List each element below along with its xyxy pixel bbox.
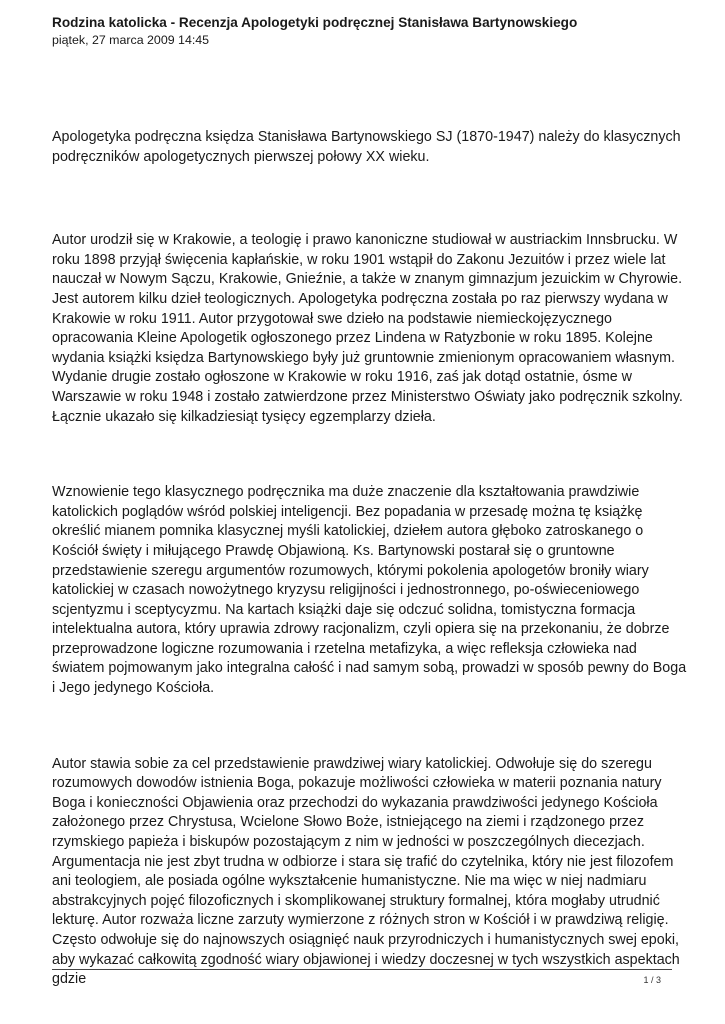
paragraph-intro: Apologetyka podręczna księdza Stanisława Bartynowskiego SJ (1870-1947) należy do klasycznych podręczników apologetycznych pierwszej połowy XX wieku.	[52, 129, 681, 165]
paragraph-argumentation: Autor stawia sobie za cel przedstawienie prawdziwej wiary katolickiej. Odwołuje się do szeregu rozumowych dowodów istnienia Boga, pokazuje możliwości człowieka w materii poznania natury Boga i konieczności Objawienia oraz przechodzi do wykazania prawdziwości jedynego Kościoła założonego przez Chrystusa, Wcielone Słowo Boże, istniejącego na ziemi i rządzonego przez rzymskiego papieża i biskupów pozostającym z nim w jedności w poszczególnych diecezjach. Argumentacja nie jest zbyt trudna w odbiorze i stara się trafić do czytelnika, który nie jest filozofem ani teologiem, ale posiada ogólne wykształcenie humanistyczne. Nie ma więc w niej nadmiaru abstrakcyjnych pojęć filozoficznych i skomplikowanej struktury formalnej, która mogłaby utrudnić lekturę. Autor rozważa liczne zarzuty wymierzone z różnych stron w Kościół i w prawdziwą religię. Często odwołuje się do najnowszych osiągnięć nauk przyrodniczych i humanistycznych swej epoki, aby wykazać całkowitą zgodność wiary objawionej i wiedzy doczesnej w tych wszystkich aspektach gdzie	[52, 755, 680, 988]
paragraph-author-biography: Autor urodził się w Krakowie, a teologię i prawo kanoniczne studiował w austriackim Innsbrucku. W roku 1898 przyjął święcenia kapłańskie, w roku 1901 wstąpił do Zakonu Jezuitów i przez wiele lat nauczał w Nowym Sączu, Krakowie, Gnieźnie, a także w znanym gimnazjum jezuickim w Chyrowie. Jest autorem kilku dzieł teologicznych. Apologetyka podręczna została po raz pierwszy wydana w Krakowie w roku 1911. Autor przygotował swe dzieło na podstawie niemieckojęzycznego opracowania Kleine Apologetik ogłoszonego przez Lindena w Ratyzbonie w roku 1895. Kolejne wydania książki księdza Bartynowskiego były już gruntownie zmienionym opracowaniem własnym. Wydanie drugie zostało ogłoszone w Krakowie w roku 1916, zaś jak dotąd ostatnie, ósme w Warszawie w roku 1948 i zostało zatwierdzone przez Ministerstwo Oświaty jako podręcznik szkolny. Łącznie ukazało się kilkadziesiąt tysięcy egzemplarzy dzieła.	[52, 232, 683, 425]
document-title: Rodzina katolicka - Recenzja Apologetyki podręcznej Stanisława Bartynowskiego	[52, 15, 578, 30]
page-number: 1 / 3	[643, 975, 661, 985]
document-header	[52, 14, 692, 48]
document-date: piątek, 27 marca 2009 14:45	[52, 33, 210, 47]
footer-divider	[52, 969, 672, 970]
paragraph-significance: Wznowienie tego klasycznego podręcznika ma duże znaczenie dla kształtowania prawdziwie katolickich poglądów wśród polskiej inteligencji. Bez popadania w przesadę można tę książkę określić mianem pomnika klasycznej myśli katolickiej, dziełem autora głęboko zatroskanego o Kościół święty i miłującego Prawdę Objawioną. Ks. Bartynowski postarał się o gruntowne przedstawienie szeregu argumentów rozumowych, którymi pokolenia apologetów broniły wiary katolickiej w czasach nowożytnego kryzysu religijności i jednostronnego, po-oświeceniowego scjentyzmu i sceptycyzmu. Na kartach książki daje się odczuć solidna, tomistyczna formacja intelektualna autora, który uprawia zdrowy racjonalizm, czyli opiera się na przekonaniu, że dobrze przeprowadzone logiczne rozumowania i rzetelna metafizyka, a więc refleksja człowieka nad światem pojmowanym jako integralna całość i nad samym sobą, prowadzi w sposób pewny do Boga i Jego jedynego Kościoła.	[52, 484, 687, 697]
article-body	[52, 128, 692, 990]
